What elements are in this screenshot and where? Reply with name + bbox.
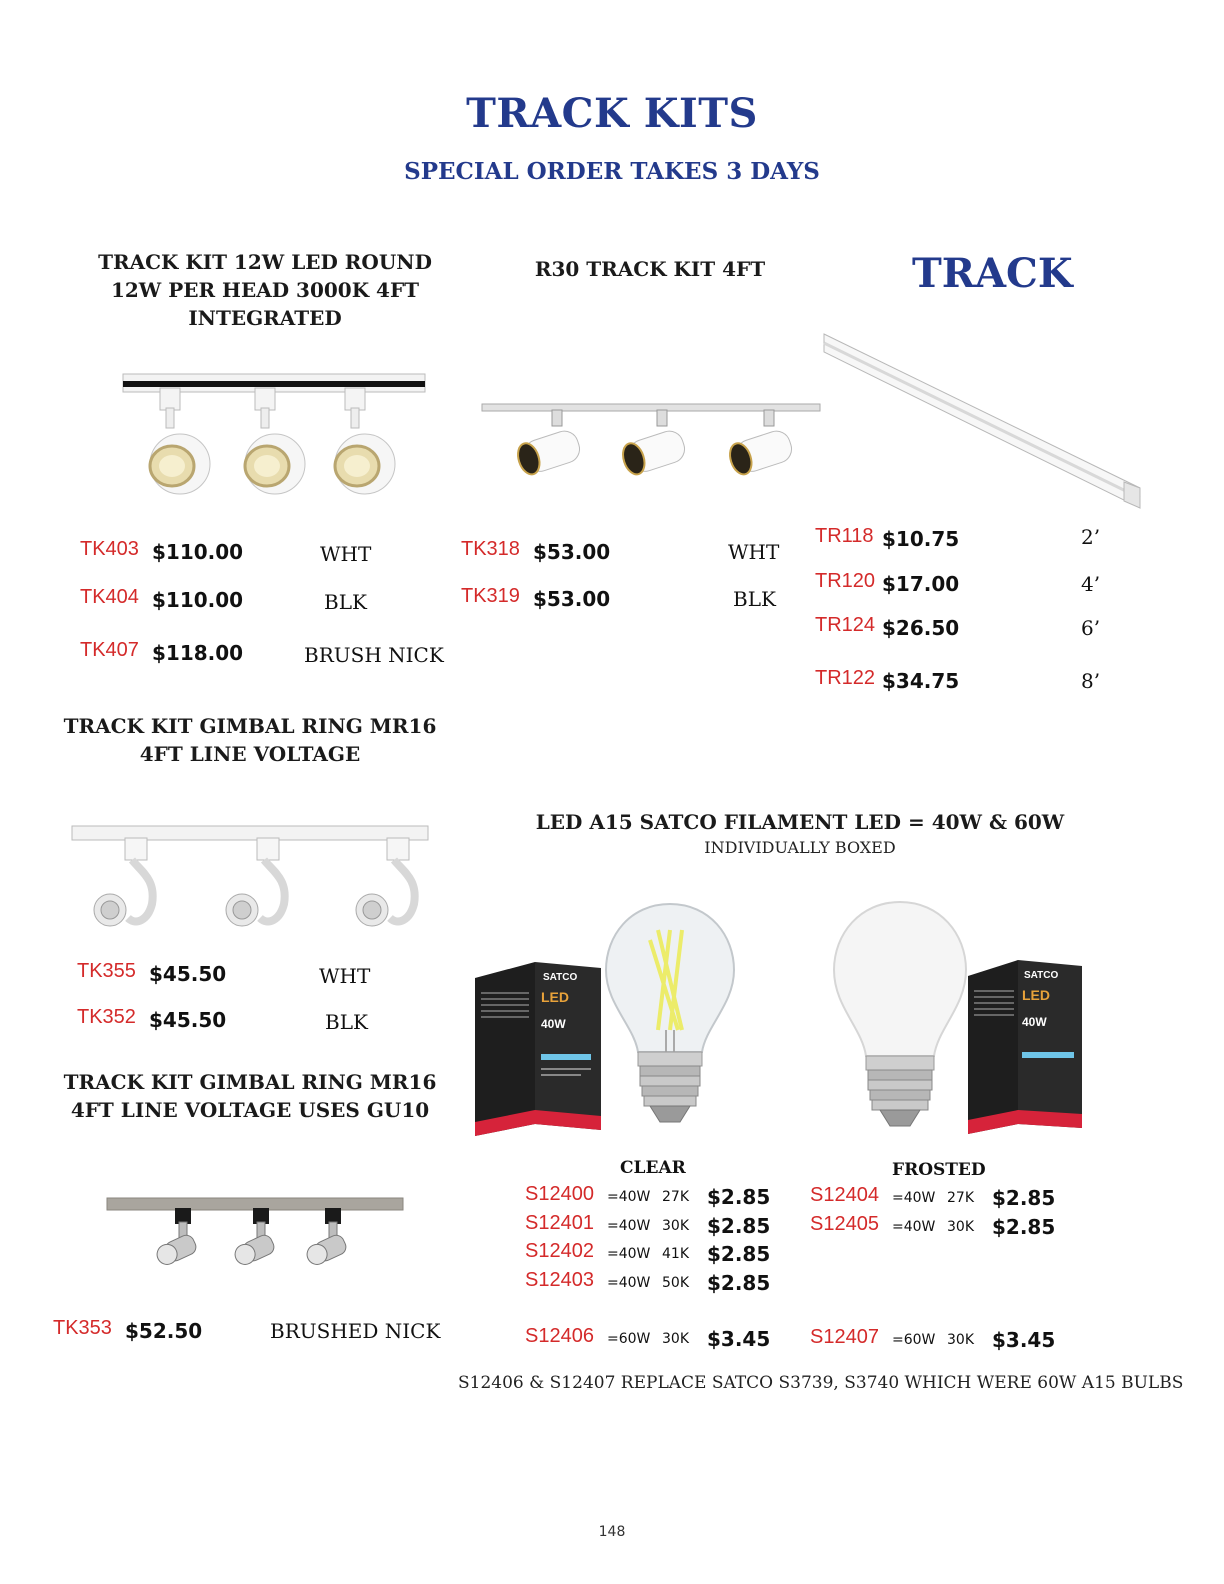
finish: BRUSH NICK — [304, 643, 444, 667]
box-wattage-text: 40W — [1022, 1015, 1047, 1029]
sku: TK404 — [80, 586, 139, 608]
kelvin: 30K — [947, 1332, 974, 1348]
satco-box-frosted-image — [968, 956, 1084, 1140]
price: $3.45 — [992, 1328, 1056, 1352]
frosted-bulb-image — [830, 898, 970, 1142]
replacement-note: S12406 & S12407 REPLACE SATCO S3739, S3740 WHICH WERE 60W A15 BULBS — [458, 1373, 1184, 1393]
sku: TK403 — [80, 538, 139, 560]
price: $2.85 — [707, 1242, 771, 1266]
sku: S12403 — [525, 1269, 594, 1291]
page-subtitle: SPECIAL ORDER TAKES 3 DAYS — [404, 158, 820, 185]
kelvin: 50K — [662, 1275, 689, 1291]
price: $52.50 — [125, 1319, 203, 1343]
kit-gu10-heading-line-1: TRACK KIT GIMBAL RING MR16 — [63, 1070, 437, 1094]
sku: TK407 — [80, 639, 139, 661]
wattage: =40W — [892, 1190, 936, 1206]
price: $110.00 — [152, 540, 244, 564]
sku: TK353 — [53, 1317, 112, 1339]
finish: BLK — [325, 1010, 368, 1034]
sku: TK352 — [77, 1006, 136, 1028]
clear-label: CLEAR — [620, 1158, 686, 1178]
kit-r30-image — [480, 398, 822, 488]
track-heading: TRACK — [912, 250, 1073, 297]
sku: S12407 — [810, 1326, 879, 1348]
wattage: =60W — [607, 1331, 651, 1347]
page-title: TRACK KITS — [466, 90, 758, 137]
track-image — [820, 330, 1145, 515]
sku: TR122 — [815, 667, 876, 689]
finish: BLK — [733, 587, 776, 611]
price: $118.00 — [152, 641, 244, 665]
kit-round-heading-line-3: INTEGRATED — [188, 306, 342, 330]
sku: TK318 — [461, 538, 520, 560]
kelvin: 27K — [662, 1189, 689, 1205]
box-wattage-text: 40W — [541, 1017, 566, 1031]
price: $26.50 — [882, 616, 960, 640]
led-a15-heading: LED A15 SATCO FILAMENT LED = 40W & 60W — [535, 810, 1065, 834]
price: $2.85 — [992, 1215, 1056, 1239]
price: $110.00 — [152, 588, 244, 612]
kit-gu10-heading — [40, 1068, 460, 1124]
kit-gu10-heading-line-2: 4FT LINE VOLTAGE USES GU10 — [70, 1098, 430, 1122]
sku: TK355 — [77, 960, 136, 982]
box-brand-text: SATCO — [1024, 970, 1059, 981]
kit-round-image — [120, 370, 430, 500]
price: $3.45 — [707, 1327, 771, 1351]
price: $34.75 — [882, 669, 960, 693]
length: 6’ — [1081, 616, 1101, 640]
kit-gimbal-heading-line-1: TRACK KIT GIMBAL RING MR16 — [63, 714, 437, 738]
sku: S12400 — [525, 1183, 594, 1205]
sku: S12406 — [525, 1325, 594, 1347]
box-led-text: LED — [1022, 987, 1050, 1003]
price: $17.00 — [882, 572, 960, 596]
length: 4’ — [1081, 572, 1101, 596]
finish: BRUSHED NICK — [270, 1319, 441, 1343]
clear-bulb-image — [600, 900, 740, 1142]
wattage: =40W — [607, 1246, 651, 1262]
finish: WHT — [319, 964, 371, 988]
box-brand-text: SATCO — [543, 972, 578, 983]
price: $2.85 — [992, 1186, 1056, 1210]
wattage: =60W — [892, 1332, 936, 1348]
kit-gimbal-heading — [40, 712, 460, 768]
finish: BLK — [324, 590, 367, 614]
page-number: 148 — [598, 1524, 626, 1540]
length: 2’ — [1081, 525, 1101, 549]
kit-r30-heading: R30 TRACK KIT 4FT — [534, 257, 766, 281]
price: $45.50 — [149, 1008, 227, 1032]
finish: WHT — [320, 542, 372, 566]
kit-round-heading — [60, 248, 470, 332]
length: 8’ — [1081, 669, 1101, 693]
sku: TR120 — [815, 570, 876, 592]
box-led-text: LED — [541, 989, 569, 1005]
kelvin: 41K — [662, 1246, 689, 1262]
led-a15-subheading: INDIVIDUALLY BOXED — [704, 838, 896, 857]
sku: TR118 — [815, 525, 874, 547]
finish: WHT — [728, 540, 780, 564]
price: $2.85 — [707, 1271, 771, 1295]
wattage: =40W — [607, 1218, 651, 1234]
price: $45.50 — [149, 962, 227, 986]
kit-gimbal-image — [70, 822, 432, 947]
price: $10.75 — [882, 527, 960, 551]
satco-box-clear-image — [475, 958, 603, 1140]
kelvin: 27K — [947, 1190, 974, 1206]
frosted-label: FROSTED — [892, 1160, 986, 1180]
sku: TR124 — [815, 614, 876, 636]
sku: S12405 — [810, 1213, 879, 1235]
kit-round-heading-line-1: TRACK KIT 12W LED ROUND — [98, 250, 432, 274]
sku: S12404 — [810, 1184, 879, 1206]
price: $53.00 — [533, 587, 611, 611]
price: $2.85 — [707, 1185, 771, 1209]
sku: TK319 — [461, 585, 520, 607]
kit-round-heading-line-2: 12W PER HEAD 3000K 4FT — [110, 278, 420, 302]
sku: S12401 — [525, 1212, 594, 1234]
kelvin: 30K — [662, 1331, 689, 1347]
price: $53.00 — [533, 540, 611, 564]
price: $2.85 — [707, 1214, 771, 1238]
kit-gu10-image — [105, 1194, 405, 1274]
wattage: =40W — [607, 1275, 651, 1291]
wattage: =40W — [607, 1189, 651, 1205]
kelvin: 30K — [947, 1219, 974, 1235]
sku: S12402 — [525, 1240, 594, 1262]
kelvin: 30K — [662, 1218, 689, 1234]
kit-gimbal-heading-line-2: 4FT LINE VOLTAGE — [139, 742, 361, 766]
wattage: =40W — [892, 1219, 936, 1235]
